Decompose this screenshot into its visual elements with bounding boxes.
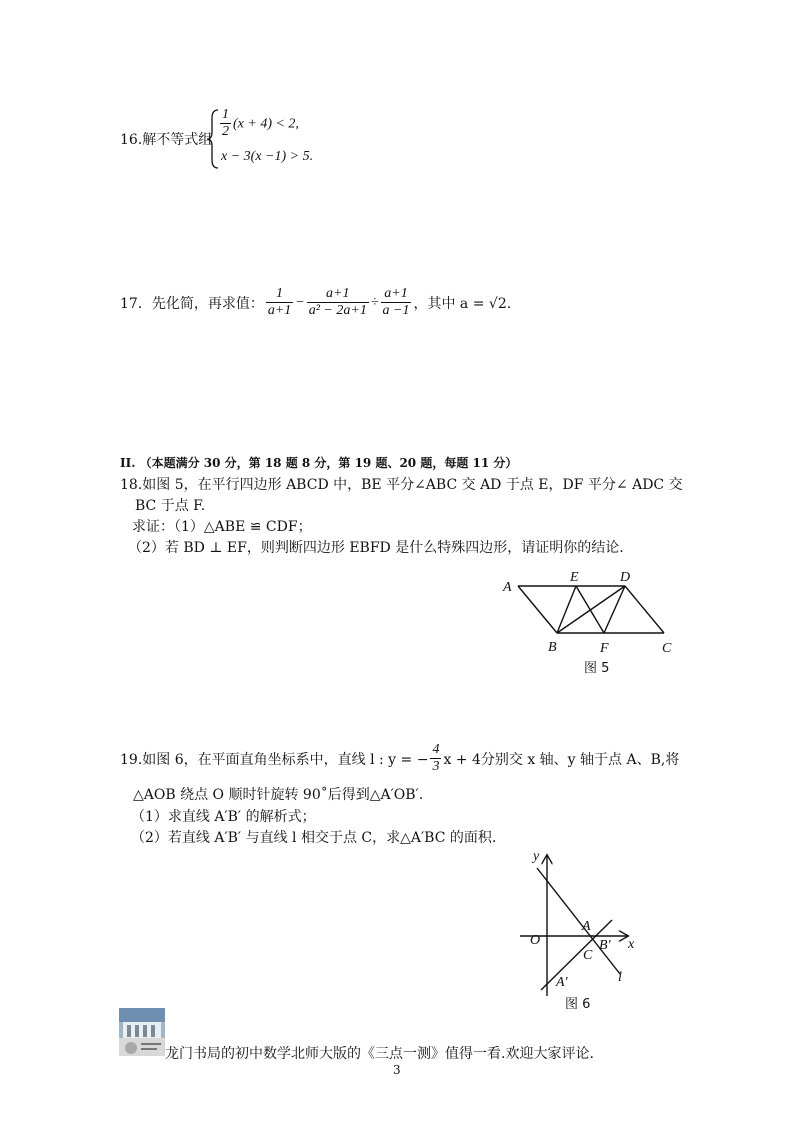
q17-f1-num: 1 — [276, 286, 284, 301]
q19-line2: △AOB 绕点 O 顺时针旋转 90˚后得到△A′OB′. — [133, 787, 424, 803]
fig6-label-l: l — [618, 970, 622, 985]
q18-line4: （2）若 BD ⊥ EF，则判断四边形 EBFD 是什么特殊四边形，请证明你的结论. — [128, 540, 624, 556]
fig5-label-A: A — [503, 580, 512, 595]
fig5-label-E: E — [570, 570, 579, 585]
q17-f1-den: a+1 — [267, 303, 292, 318]
fig6-label-C: C — [583, 948, 593, 963]
fig5-label-D: D — [620, 570, 631, 585]
q16-line1-rest: (x + 4) < 2, — [233, 116, 299, 132]
q19-line1-pre: 19.如图 6，在平面直角坐标系中，直线 l : y = − — [120, 751, 429, 768]
q19-line3: （1）求直线 A′B′ 的解析式； — [131, 809, 316, 825]
q17-line — [120, 286, 511, 319]
fig5-edge-EF — [576, 586, 604, 633]
q16-frac-den: 2 — [222, 124, 229, 139]
page-number: 3 — [393, 1063, 401, 1077]
q17-f3-num: a+1 — [384, 286, 408, 301]
q16-fraction — [220, 107, 231, 140]
fig6-label-B2: B′ — [599, 938, 611, 953]
q17-fraction-2 — [307, 286, 369, 319]
fig5-edge-AB — [518, 586, 557, 633]
fig6-label-y: y — [533, 849, 540, 864]
q17-tail: ，其中 a = √2. — [413, 295, 512, 312]
book-cover-thumbnail — [119, 1008, 165, 1056]
q16-line1 — [218, 107, 299, 140]
fig5-label-C: C — [662, 641, 672, 656]
q19-line1-post: x + 4分别交 x 轴、y 轴于点 A、B,将 — [443, 751, 680, 768]
q19-frac-den: 3 — [432, 759, 440, 774]
fig5-edge-DC — [625, 586, 664, 633]
fig5-caption: 图 5 — [584, 661, 610, 676]
fig6-line-l — [537, 868, 620, 974]
fig6-label-A: A — [582, 919, 591, 934]
q16-frac-num: 1 — [222, 107, 229, 122]
q17-label: 17．先化简，再求值： — [120, 295, 264, 312]
q19-frac-num: 4 — [432, 742, 440, 757]
footer-ad-text: 龙门书局的初中数学北师大版的《三点一测》值得一看.欢迎大家评论. — [165, 1046, 594, 1062]
q17-f2-den: a² − 2a+1 — [308, 303, 367, 318]
fig6-label-O: O — [530, 933, 541, 948]
q17-minus: − — [295, 294, 305, 310]
q18-line3: 求证：（1）△ABE ≌ CDF； — [132, 519, 312, 535]
q17-fraction-3 — [381, 286, 412, 319]
fig6-caption: 图 6 — [565, 997, 591, 1012]
q18-line2: BC 于点 F. — [135, 498, 206, 514]
fig6-label-A2: A′ — [556, 975, 568, 990]
figure-5 — [498, 566, 683, 678]
q16-line2: x − 3(x −1) > 5. — [221, 149, 314, 164]
q19-line4: （2）若直线 A′B′ 与直线 l 相交于点 C，求△A′BC 的面积. — [131, 830, 497, 846]
fig5-label-B: B — [548, 640, 557, 655]
q17-div: ÷ — [370, 294, 379, 310]
section-heading: II. （本题满分 30 分，第 18 题 8 分，第 19 题、20 题，每题 11 分） — [120, 456, 518, 470]
q19-line1 — [120, 742, 679, 775]
q19-fraction — [430, 742, 441, 775]
fig6-label-x: x — [628, 937, 635, 952]
q16-label: 16.解不等式组 — [120, 132, 213, 148]
fig5-label-F: F — [600, 641, 609, 656]
q17-fraction-1 — [266, 286, 293, 319]
q17-f2-num: a+1 — [326, 286, 350, 301]
q18-line1: 18.如图 5，在平行四边形 ABCD 中，BE 平分∠ABC 交 AD 于点 E，DF 平分∠ ADC 交 — [120, 477, 683, 493]
figure-6 — [515, 848, 650, 1016]
q17-f3-den: a −1 — [382, 303, 410, 318]
fig6-line-A2B2 — [541, 920, 612, 990]
